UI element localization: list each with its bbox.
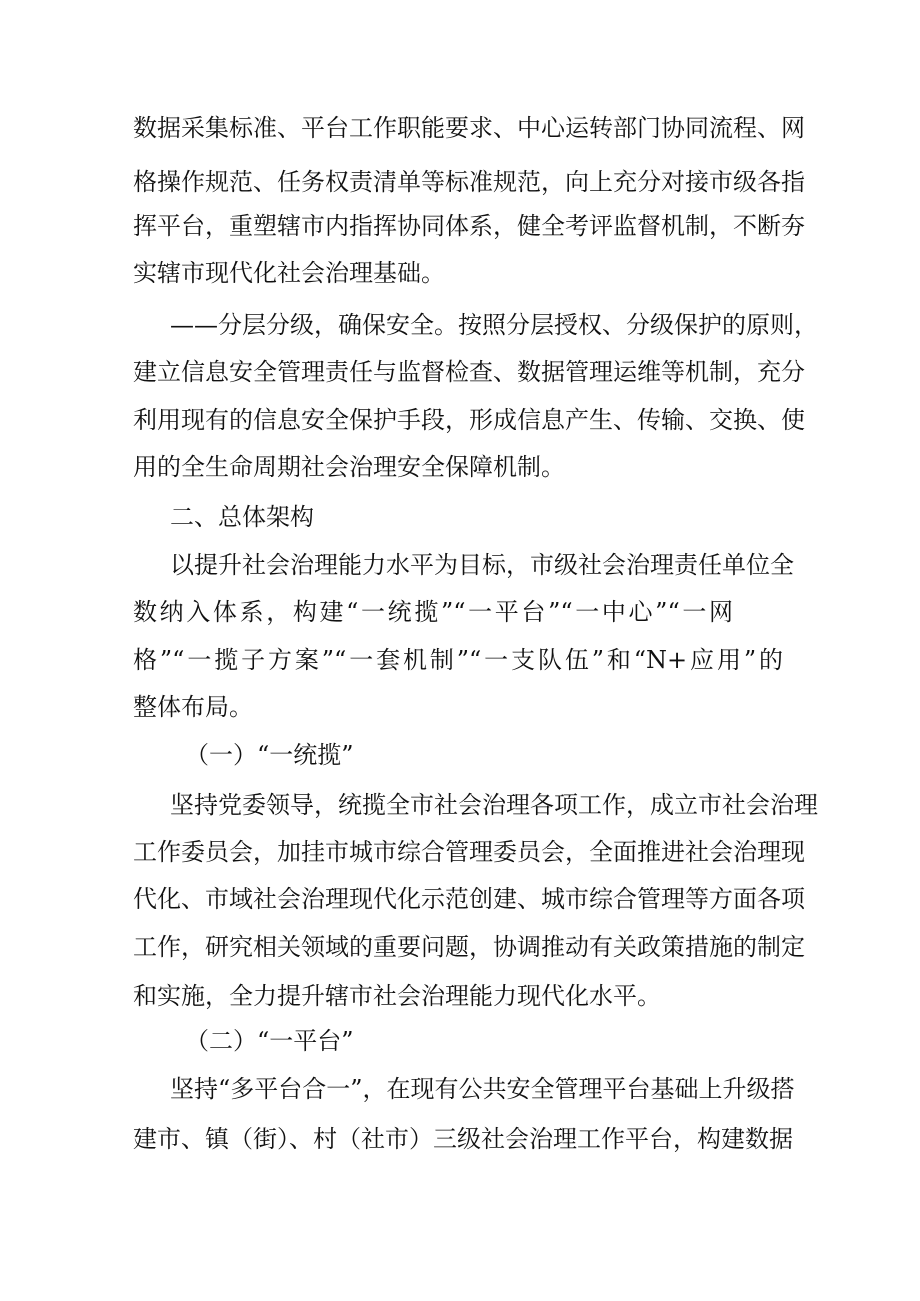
section-heading: 二、总体架构 [170,503,314,531]
paragraph-line: 工作委员会，加挂市城市综合管理委员会，全面推进社会治理现 [133,838,805,866]
subsection-heading: （二）“一平台” [185,1027,354,1055]
paragraph-line: 坚持“多平台合一”，在现有公共安全管理平台基础上升级搭 [170,1075,795,1103]
paragraph-line: 数纳入体系，构建“一统揽”“一平台”“一中心”“一网 [133,598,733,626]
paragraph-line: 格”“一揽子方案”“一套机制”“一支队伍”和“N+应用”的 [133,646,783,674]
paragraph-line: 工作，研究相关领域的重要问题，协调推动有关政策措施的制定 [133,933,805,961]
paragraph-line: 利用现有的信息安全保护手段，形成信息产生、传输、交换、使 [133,406,805,434]
paragraph-line: 坚持党委领导，统揽全市社会治理各项工作，成立市社会治理 [170,791,818,819]
paragraph-line: 实辖市现代化社会治理基础。 [133,259,445,287]
paragraph-line: 格操作规范、任务权责清单等标准规范，向上充分对接市级各指 [133,168,805,196]
paragraph-line: 代化、市域社会治理现代化示范创建、城市综合管理等方面各项 [133,885,805,913]
paragraph-line: 建市、镇（街）、村（社市）三级社会治理工作平台，构建数据 [133,1125,793,1153]
paragraph-line: 整体布局。 [133,693,253,721]
paragraph-line: 和实施，全力提升辖市社会治理能力现代化水平。 [133,982,661,1010]
paragraph-line: 以提升社会治理能力水平为目标，市级社会治理责任单位全 [170,551,794,579]
paragraph-line: 挥平台，重塑辖市内指挥协同体系，健全考评监督机制，不断夯 [133,212,805,240]
subsection-heading: （一）“一统揽” [185,741,354,769]
paragraph-line: ——分层分级，确保安全。按照分层授权、分级保护的原则， [170,311,818,339]
paragraph-line: 数据采集标准、平台工作职能要求、中心运转部门协同流程、网 [133,114,805,142]
paragraph-line: 建立信息安全管理责任与监督检查、数据管理运维等机制，充分 [133,358,805,386]
paragraph-line: 用的全生命周期社会治理安全保障机制。 [133,453,565,481]
